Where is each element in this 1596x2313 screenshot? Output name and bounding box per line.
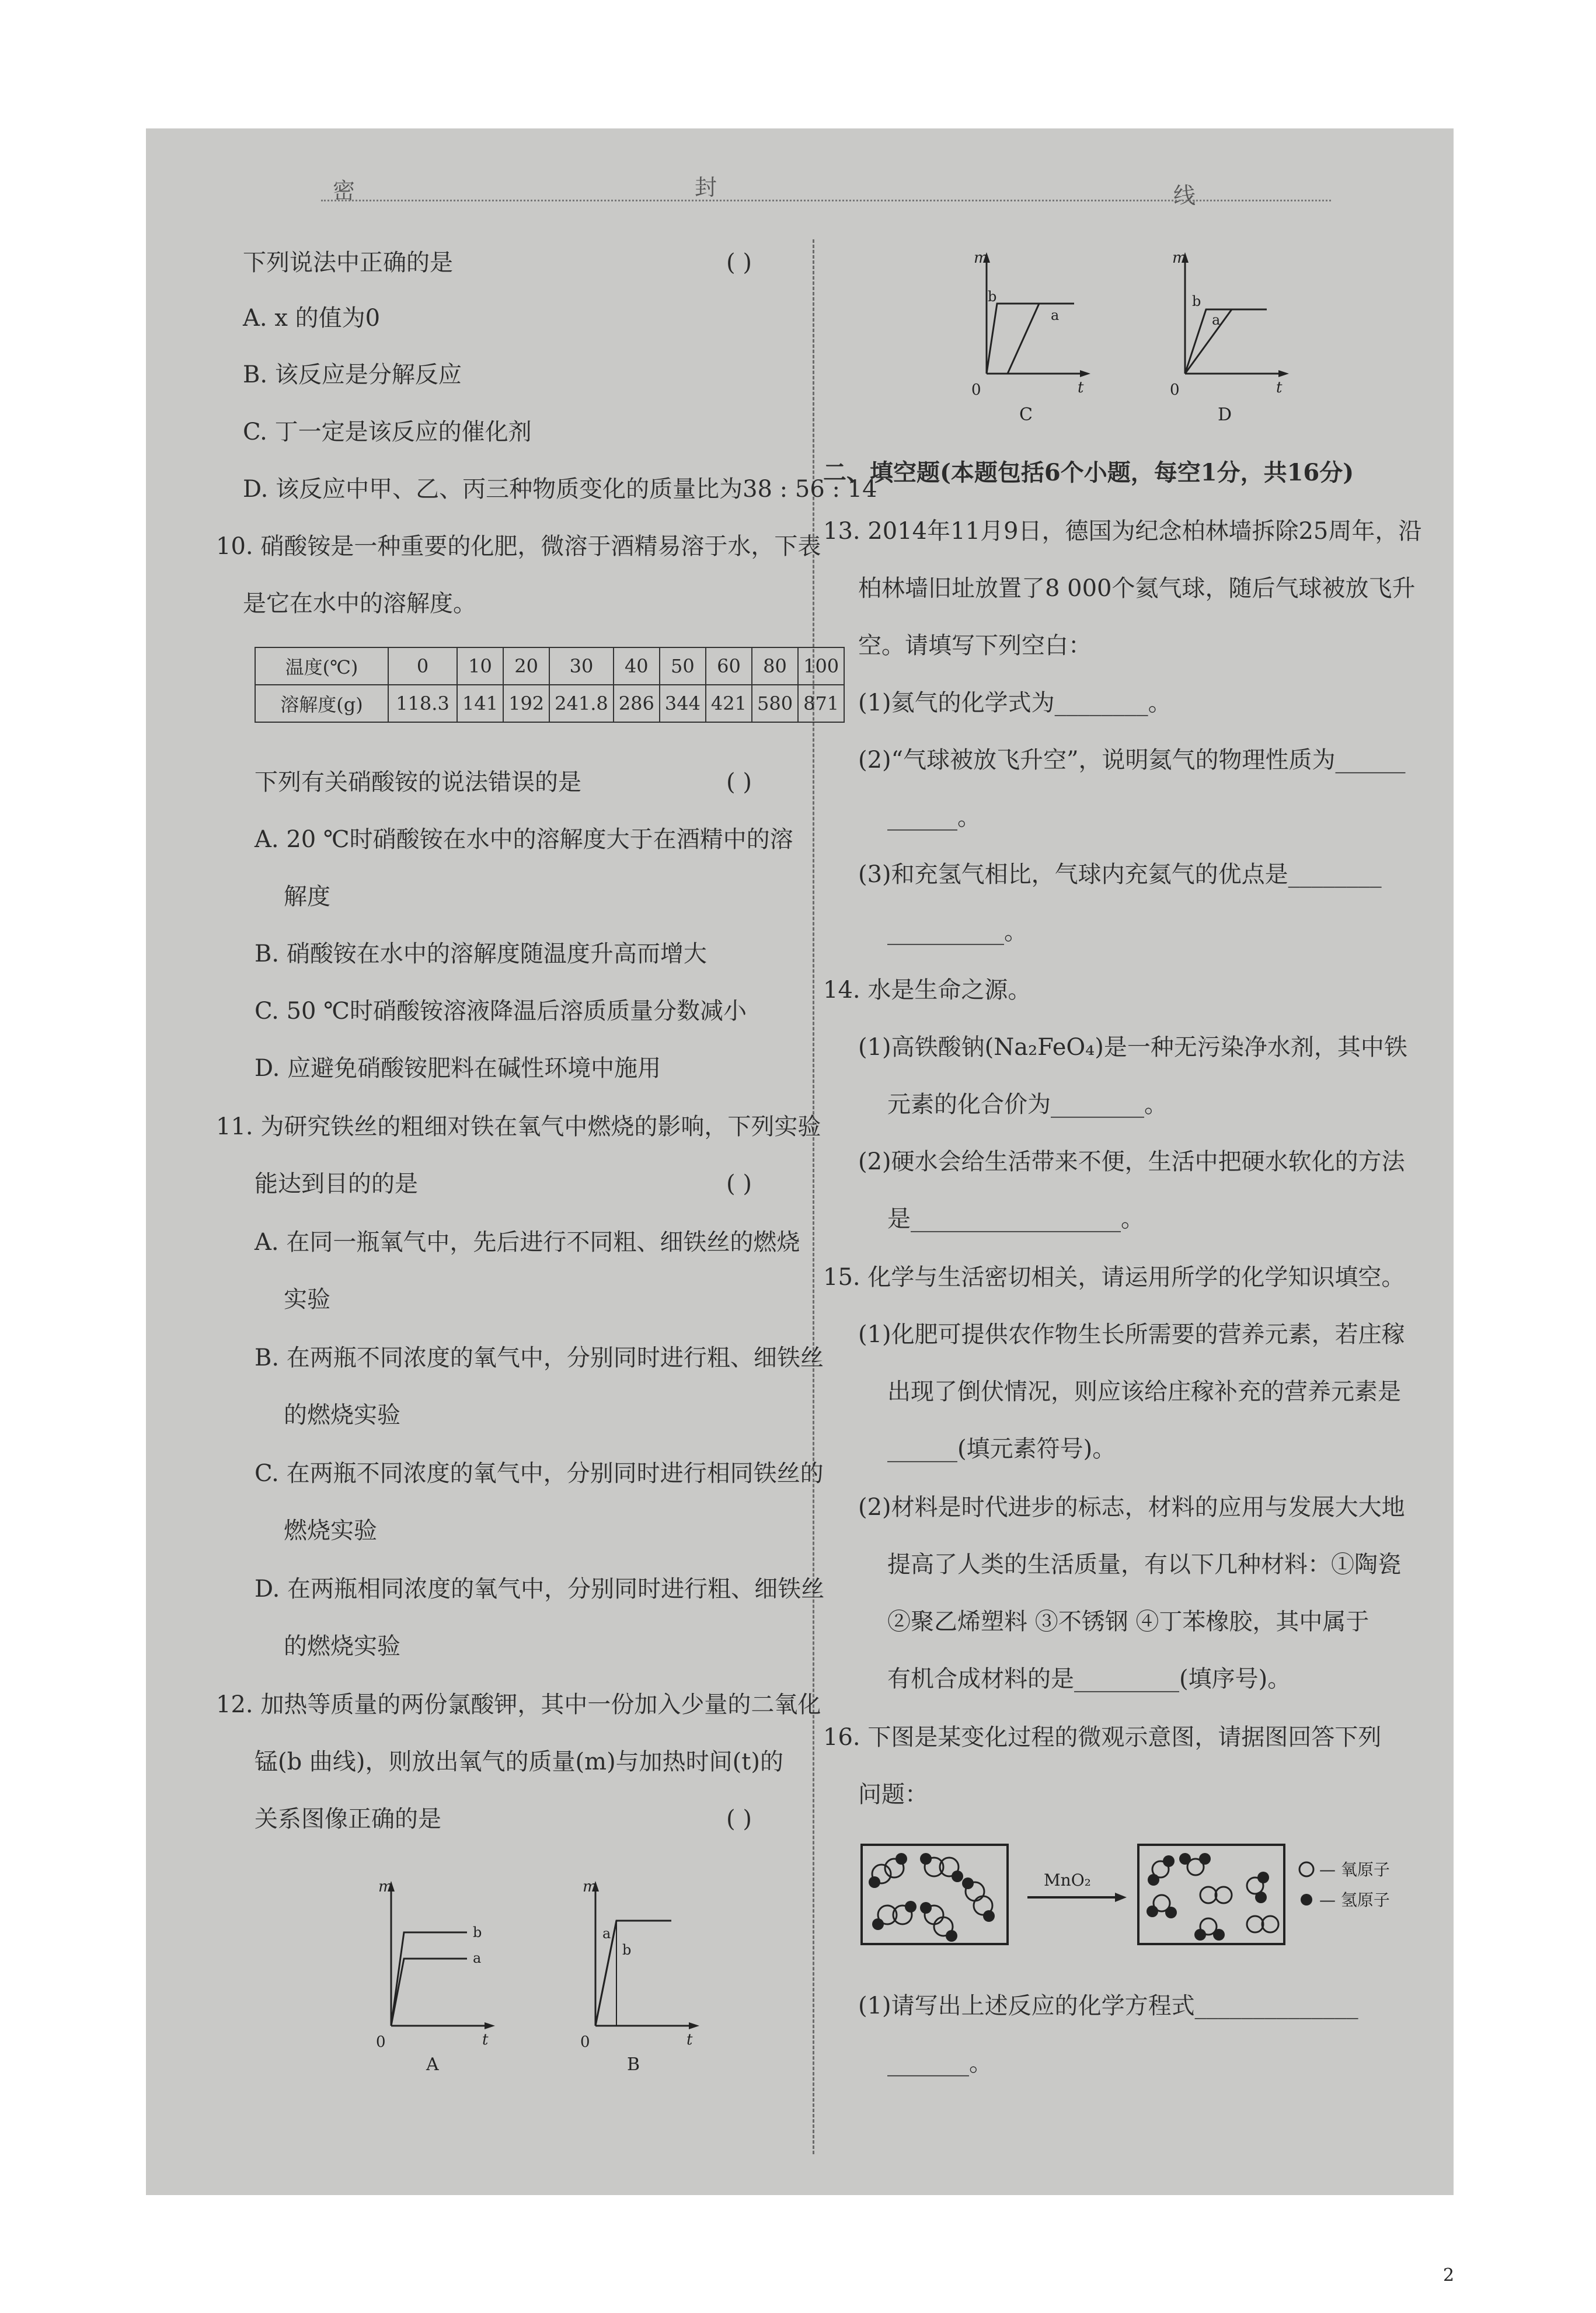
graph-c-title: C bbox=[1019, 405, 1033, 425]
graph-b-title: B bbox=[627, 2054, 640, 2075]
graph-a-a-label: a bbox=[473, 1950, 482, 1966]
q15-part2-cont3: 有机合成材料的是_________(填序号)。 bbox=[887, 1666, 1291, 1692]
temp-cell: 0 bbox=[388, 647, 457, 685]
q11-line1: 11. 为研究铁丝的粗细对铁在氧气中燃烧的影响，下列实验 bbox=[216, 1113, 821, 1140]
q13-line1: 13. 2014年11月9日，德国为纪念柏林墙拆除25周年，沿 bbox=[823, 518, 1422, 545]
q11-option-d-cont: 的燃烧实验 bbox=[284, 1633, 400, 1660]
seal-xian: 线 bbox=[1173, 183, 1196, 208]
q11-option-a: A. 在同一瓶氧气中，先后进行不同粗、细铁丝的燃烧 bbox=[255, 1229, 800, 1256]
q13-part1: (1)氦气的化学式为________。 bbox=[858, 689, 1172, 716]
q10-option-a: A. 20 ℃时硝酸铵在水中的溶解度大于在酒精中的溶 bbox=[255, 826, 793, 853]
solubility-cell: 871 bbox=[798, 685, 844, 722]
temp-cell: 100 bbox=[798, 647, 844, 685]
graph-c-t-label: t bbox=[1078, 379, 1084, 396]
graph-a-title: A bbox=[426, 2054, 439, 2075]
column-divider bbox=[813, 239, 814, 2154]
q16-line2: 问题： bbox=[858, 1781, 928, 1808]
solubility-cell: 141 bbox=[457, 685, 503, 722]
solubility-cell: 580 bbox=[752, 685, 798, 722]
q15-part2-cont1: 提高了人类的生活质量，有以下几种材料：①陶瓷 bbox=[887, 1551, 1401, 1578]
q10-option-b: B. 硝酸铵在水中的溶解度随温度升高而增大 bbox=[255, 940, 707, 967]
temp-cell: 30 bbox=[549, 647, 614, 685]
q13-line2: 柏林墙旧址放置了8 000个氦气球，随后气球被放飞升 bbox=[858, 575, 1416, 602]
solubility-table bbox=[255, 647, 845, 723]
reaction-diagram bbox=[858, 1839, 1442, 1967]
graph-b-b-label: b bbox=[622, 1942, 632, 1958]
graph-d-a-label: a bbox=[1212, 312, 1221, 328]
temp-cell: 40 bbox=[614, 647, 660, 685]
section-2-heading: 二、填空题(本题包括6个小题，每空1分，共16分) bbox=[823, 459, 1354, 486]
q11-option-b: B. 在两瓶不同浓度的氧气中，分别同时进行粗、细铁丝 bbox=[255, 1344, 824, 1371]
q16-line1: 16. 下图是某变化过程的微观示意图，请据图回答下列 bbox=[823, 1724, 1382, 1751]
graph-d-t-label: t bbox=[1276, 379, 1283, 396]
q10-option-c: C. 50 ℃时硝酸铵溶液降温后溶质质量分数减小 bbox=[255, 998, 747, 1025]
legend-oxygen: — 氧原子 bbox=[1319, 1860, 1390, 1879]
solubility-cell: 344 bbox=[660, 685, 706, 722]
temp-cell: 50 bbox=[660, 647, 706, 685]
graph-c-m-label: m bbox=[974, 249, 988, 267]
graph-b-t-label: t bbox=[687, 2031, 693, 2049]
page-number: 2 bbox=[1443, 2265, 1455, 2286]
q10-line2: 是它在水中的溶解度。 bbox=[243, 590, 476, 617]
table-row bbox=[255, 647, 844, 685]
q15-part1-cont2: ______(填元素符号)。 bbox=[887, 1436, 1116, 1462]
q13-part3-cont: __________。 bbox=[887, 918, 1027, 945]
graph-b-a-label: a bbox=[602, 1925, 611, 1942]
q16-part1: (1)请写出上述反应的化学方程式______________ bbox=[858, 1992, 1358, 2019]
q15-part1-cont1: 出现了倒伏情况，则应该给庄稼补充的营养元素是 bbox=[887, 1378, 1401, 1405]
graph-c bbox=[963, 245, 1103, 444]
solubility-cell: 421 bbox=[706, 685, 752, 722]
q9-stem: 下列说法中正确的是 bbox=[243, 249, 453, 276]
graph-a bbox=[368, 1874, 508, 2075]
q9-option-d: D. 该反应中甲、乙、丙三种物质变化的质量比为38 : 56 : 14 bbox=[243, 476, 877, 503]
q12-line3: 关系图像正确的是 bbox=[255, 1806, 441, 1833]
q12-line1: 12. 加热等质量的两份氯酸钾，其中一份加入少量的二氧化 bbox=[216, 1691, 821, 1718]
q16-part1-cont: _______。 bbox=[887, 2050, 992, 2077]
q14-part1-cont: 元素的化合价为________。 bbox=[887, 1091, 1168, 1118]
legend-hydrogen: — 氢原子 bbox=[1319, 1890, 1390, 1910]
row2-label: 溶解度(g) bbox=[255, 685, 388, 722]
catalyst-label: MnO₂ bbox=[1044, 1870, 1091, 1890]
q11-option-a-cont: 实验 bbox=[284, 1286, 330, 1313]
q10-stem: 下列有关硝酸铵的说法错误的是 bbox=[255, 769, 581, 796]
solubility-cell: 286 bbox=[614, 685, 660, 722]
graph-a-b-label: b bbox=[473, 1924, 482, 1941]
solubility-cell: 241.8 bbox=[549, 685, 614, 722]
q15-part1: (1)化肥可提供农作物生长所需要的营养元素，若庄稼 bbox=[858, 1321, 1405, 1348]
temp-cell: 20 bbox=[503, 647, 549, 685]
seal-line bbox=[146, 152, 1454, 208]
graph-d bbox=[1162, 245, 1302, 444]
graph-b-origin: 0 bbox=[580, 2033, 590, 2051]
q11-option-b-cont: 的燃烧实验 bbox=[284, 1402, 400, 1429]
graph-a-origin: 0 bbox=[376, 2033, 386, 2051]
graph-a-m-label: m bbox=[378, 1878, 393, 1896]
q15-stem: 15. 化学与生活密切相关，请运用所学的化学知识填空。 bbox=[823, 1264, 1405, 1291]
graph-d-title: D bbox=[1218, 405, 1232, 425]
q11-option-d: D. 在两瓶相同浓度的氧气中，分别同时进行粗、细铁丝 bbox=[255, 1576, 825, 1603]
exam-sheet bbox=[146, 128, 1454, 2195]
seal-feng: 封 bbox=[695, 175, 717, 200]
q9-option-c: C. 丁一定是该反应的催化剂 bbox=[243, 419, 532, 445]
q13-line3: 空。请填写下列空白： bbox=[858, 632, 1092, 659]
q13-part2: (2)“气球被放飞升空”，说明氦气的物理性质为______ bbox=[858, 747, 1406, 774]
temp-cell: 80 bbox=[752, 647, 798, 685]
graph-c-origin: 0 bbox=[971, 381, 981, 399]
q10-line1: 10. 硝酸铵是一种重要的化肥，微溶于酒精易溶于水，下表 bbox=[216, 533, 821, 560]
solubility-cell: 192 bbox=[503, 685, 549, 722]
q12-answer-paren: ( ) bbox=[726, 1806, 752, 1833]
graph-c-a-label: a bbox=[1051, 307, 1060, 323]
q9-option-b: B. 该反应是分解反应 bbox=[243, 361, 462, 388]
temp-cell: 60 bbox=[706, 647, 752, 685]
seal-mi: 密 bbox=[333, 178, 356, 204]
solubility-cell: 118.3 bbox=[388, 685, 457, 722]
table-row bbox=[255, 685, 844, 722]
graph-c-b-label: b bbox=[988, 288, 997, 305]
q15-part2-cont2: ②聚乙烯塑料 ③不锈钢 ④丁苯橡胶，其中属于 bbox=[887, 1608, 1370, 1635]
q14-part2: (2)硬水会给生活带来不便，生活中把硬水软化的方法 bbox=[858, 1148, 1405, 1175]
graph-d-m-label: m bbox=[1172, 249, 1187, 267]
dotted-seal-line bbox=[321, 200, 1331, 201]
q12-line2: 锰(b 曲线)，则放出氧气的质量(m)与加热时间(t)的 bbox=[255, 1748, 783, 1775]
q10-answer-paren: ( ) bbox=[726, 769, 752, 796]
q13-part3: (3)和充氢气相比，气球内充氦气的优点是________ bbox=[858, 861, 1382, 888]
q11-line2: 能达到目的的是 bbox=[255, 1171, 418, 1197]
q11-option-c: C. 在两瓶不同浓度的氧气中，分别同时进行相同铁丝的 bbox=[255, 1460, 824, 1487]
q11-option-c-cont: 燃烧实验 bbox=[284, 1517, 377, 1544]
q9-answer-paren: ( ) bbox=[726, 249, 752, 276]
q10-option-d: D. 应避免硝酸铵肥料在碱性环境中施用 bbox=[255, 1055, 661, 1082]
q14-stem: 14. 水是生命之源。 bbox=[823, 977, 1032, 1004]
q14-part2-cont: 是__________________。 bbox=[887, 1206, 1144, 1232]
temp-cell: 10 bbox=[457, 647, 503, 685]
graph-d-b-label: b bbox=[1192, 293, 1201, 309]
q13-part2-cont: ______。 bbox=[887, 804, 981, 831]
graph-b-m-label: m bbox=[583, 1878, 597, 1896]
q10-option-a-cont: 解度 bbox=[284, 883, 330, 910]
graph-a-t-label: t bbox=[482, 2031, 489, 2049]
row1-label: 温度(℃) bbox=[255, 647, 388, 685]
graph-b bbox=[572, 1874, 712, 2075]
q15-part2: (2)材料是时代进步的标志，材料的应用与发展大大地 bbox=[858, 1494, 1405, 1521]
q9-option-a: A. x 的值为0 bbox=[243, 305, 381, 332]
q14-part1: (1)高铁酸钠(Na₂FeO₄)是一种无污染净水剂，其中铁 bbox=[858, 1034, 1407, 1061]
graph-d-origin: 0 bbox=[1170, 381, 1180, 399]
q11-answer-paren: ( ) bbox=[726, 1171, 752, 1197]
